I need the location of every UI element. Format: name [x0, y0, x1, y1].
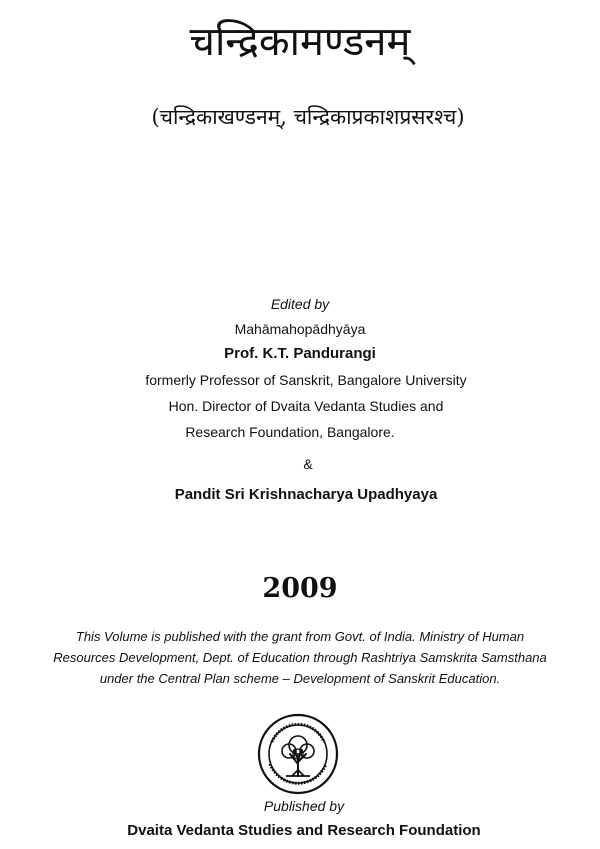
edited-by-label: Edited by: [270, 296, 330, 312]
editor-honorific: Mahāmahopādhyāya: [234, 321, 366, 337]
editor1-name: Prof. K.T. Pandurangi: [224, 345, 376, 362]
publication-year: 2009: [262, 573, 338, 604]
editor1-role-line1: formerly Professor of Sanskrit, Bangalore University: [145, 372, 467, 388]
editor1-role-line3: Research Foundation, Bangalore.: [185, 424, 395, 440]
publisher-seal-icon: [256, 712, 340, 796]
grant-note-line2: Resources Development, Dept. of Education through Rashtriya Samskrita Samsthana: [53, 650, 547, 665]
ampersand: &: [303, 456, 313, 472]
book-subtitle: (चन्द्रिकाखण्डनम्, चन्द्रिकाप्रकाशप्रसरश्च): [151, 105, 465, 129]
editor1-role-line2: Hon. Director of Dvaita Vedanta Studies and: [168, 398, 444, 414]
editor2-name: Pandit Sri Krishnacharya Upadhyaya: [174, 486, 438, 503]
publisher-name: Dvaita Vedanta Studies and Research Foundation: [127, 822, 481, 839]
grant-note-line3: under the Central Plan scheme – Development of Sanskrit Education.: [99, 671, 501, 686]
grant-note-line1: This Volume is published with the grant from Govt. of India. Ministry of Human: [75, 629, 525, 644]
published-by-label: Published by: [263, 798, 345, 814]
book-title: चन्द्रिकामण्डनम्: [189, 19, 411, 65]
grant-note: [0, 626, 600, 689]
